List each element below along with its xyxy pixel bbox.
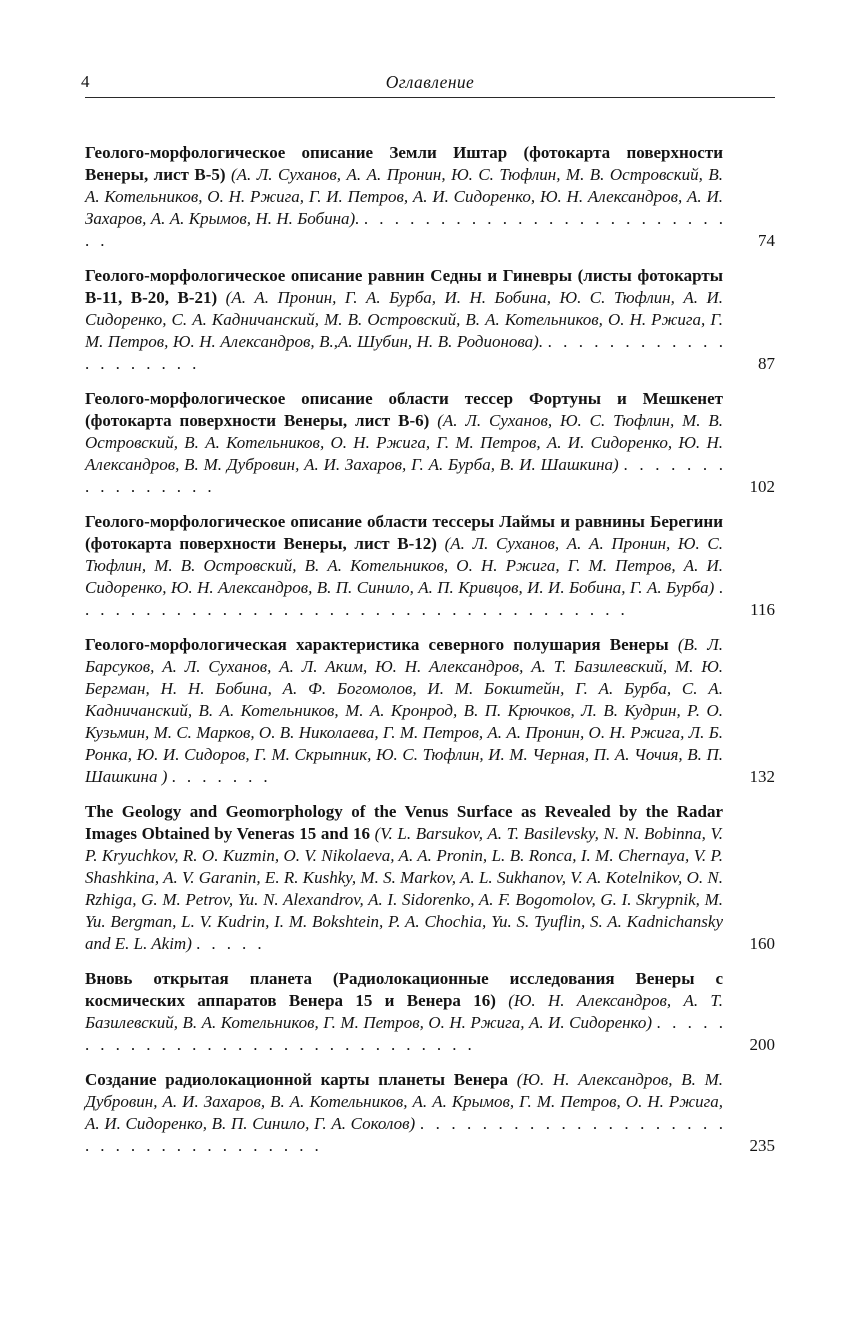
toc-entry-text bbox=[85, 142, 775, 252]
toc-entry bbox=[85, 801, 775, 955]
toc-entry-page-number: 74 bbox=[758, 231, 775, 250]
toc-entry-authors: (А. А. Пронин, Г. А. Бурба, И. Н. Бобина, Ю. С. Тюфлин, А. И. Сидоренко, С. А. Кадничанский, М. В. Островский, В. А. Котельников, О. Н. Ржига, Г. М. Петров, Ю. Н. Александров, В.,А. Шубин, Н. В. Родионова). bbox=[85, 288, 724, 351]
toc-entry-title: Геолого-морфологическая характеристика северного полушария Венеры bbox=[85, 635, 669, 654]
toc-entry-title: Геолого-морфологическое описание равнин Седны и Гиневры (листы фотокарты В-11, В-20, В-21) bbox=[85, 266, 723, 307]
toc-entry-title: Геолого-морфологическое описание области тессер Фортуны и Мешкенет (фотокарта поверхности Венеры, лист В-6) bbox=[85, 389, 723, 430]
toc-entry-authors: (В. Л. Барсуков, А. Л. Суханов, А. Л. Аким, Ю. Н. Александров, А. Т. Базилевский, М. Ю. Бергман, Н. Н. Бобина, А. Ф. Богомолов, И. М. Бокштейн, Г. А. Бурба, С. А. Кадничанский, В. А. Котельников, М. А. Кронрод, В. П. Крючков, Л. В. Кудрин, Р. О. Кузьмин, М. С. Марков, О. В. Николаева, Г. М. Петров, А. А. Пронин, О. Н. Ржига, Л. Б. Ронка, Ю. И. Сидоров, Г. М. Скрыпник, Ю. С. Тюфлин, И. М. Черная, П. А. Чочия, В. П. Шашкина ) bbox=[85, 635, 723, 786]
toc-entries bbox=[85, 142, 775, 1157]
toc-entry-text bbox=[85, 968, 775, 1056]
toc-entry-text bbox=[85, 801, 775, 955]
dot-leader: . . . . . . . . . . . . . . . . . . . . . . . . . . . . . . . . . . . . bbox=[85, 1114, 724, 1155]
toc-entry-text bbox=[85, 511, 775, 621]
dot-leader: . . . . . . . . . . . . . . . . . . . . . . . . . . bbox=[85, 209, 724, 250]
toc-entry-page-number: 200 bbox=[749, 1035, 775, 1054]
toc-entry-title: The Geology and Geomorphology of the Venus Surface as Revealed by the Radar Images Obtained by Veneras 15 and 16 bbox=[85, 802, 723, 843]
toc-entry-page-number: 102 bbox=[749, 477, 775, 496]
toc-entry-title: Создание радиолокационной карты планеты Венера bbox=[85, 1070, 508, 1089]
toc-entry-text bbox=[85, 1069, 775, 1157]
toc-entry bbox=[85, 142, 775, 252]
toc-entry-page-number: 160 bbox=[749, 934, 775, 953]
dot-leader: . . . . . bbox=[196, 934, 262, 953]
toc-entry bbox=[85, 1069, 775, 1157]
toc-entry-page-number: 132 bbox=[749, 767, 775, 786]
toc-entry-page-number: 87 bbox=[758, 354, 775, 373]
dot-leader: . . . . . . . . . . . . . . . . . . . . . . . . . . . . . . . . . . . . . bbox=[85, 578, 724, 619]
toc-entry-page-number: 235 bbox=[749, 1136, 775, 1155]
toc-entry-text bbox=[85, 265, 775, 375]
toc-entry-text bbox=[85, 634, 775, 788]
toc-entry bbox=[85, 265, 775, 375]
toc-entry-authors: (А. Л. Суханов, Ю. С. Тюфлин, М. В. Островский, В. А. Котельников, О. Н. Ржига, Г. М. Петров, А. И. Сидоренко, Ю. Н. Александров, В. М. Дубровин, А. И. Захаров, Г. А. Бурба, В. И. Шашкина) bbox=[85, 411, 724, 474]
toc-entry bbox=[85, 968, 775, 1056]
toc-entry-authors: (А. Л. Суханов, А. А. Пронин, Ю. С. Тюфлин, М. В. Островский, В. А. Котельников, О. Н. Ржига, Г. И. Петров, А. И. Сидоренко, Ю. Н. Александров, А. И. Захаров, А. А. Крымов, Н. Н. Бобина). bbox=[85, 165, 724, 228]
toc-entry-page-number: 116 bbox=[750, 600, 775, 619]
toc-entry bbox=[85, 388, 775, 498]
running-title: Оглавление bbox=[385, 72, 475, 92]
toc-entry-authors: (Ю. Н. Александров, А. Т. Базилевский, В. А. Котельников, Г. М. Петров, О. Н. Ржига, А. И. Сидоренко) bbox=[85, 991, 724, 1032]
dot-leader: . . . . . . . . . . . . . . . . . . . . . . . . . . . . . . . bbox=[85, 1013, 724, 1054]
toc-entry-title: Геолого-морфологическое описание области тессеры Лаймы и равнины Берегини (фотокарта поверхности Венеры, лист В-12) bbox=[85, 512, 723, 553]
toc-entry-authors: (V. L. Barsukov, A. T. Basilevsky, N. N. Bobinna, V. P. Kryuchkov, R. O. Kuzmin, O. V. Nikolaeva, A. A. Pronin, L. B. Ronca, I. M. Chernaya, V. P. Shashkina, A. V. Garanin, E. R. Kushky, M. S. Markov, A. L. Sukhanov, V. A. Kotelnikov, O. N. Rzhiga, G. M. Petrov, Yu. N. Alexandrov, A. I. Sidorenko, A. F. Bogomolov, G. I. Skrypnik, M. Yu. Bergman, L. V. Kudrin, I. M. Bokshtein, P. A. Chochia, Yu. S. Tyuflin, S. A. Kadnichansky and E. L. Akim) bbox=[85, 824, 723, 953]
toc-entry bbox=[85, 511, 775, 621]
toc-entry-title: Геолого-морфологическое описание Земли Иштар (фотокарта поверхности Венеры, лист В-5) bbox=[85, 143, 723, 184]
dot-leader: . . . . . . . . . . . . . . . . bbox=[85, 455, 723, 496]
dot-leader: . . . . . . . . . . . . . . . . . . . . bbox=[85, 332, 723, 373]
toc-entry-authors: (Ю. Н. Александров, В. М. Дубровин, А. И. Захаров, В. А. Котельников, А. А. Крымов, Г. М. Петров, О. Н. Ржига, А. И. Сидоренко, В. П. Синило, Г. А. Соколов) bbox=[85, 1070, 724, 1133]
toc-entry bbox=[85, 634, 775, 788]
toc-entry-text bbox=[85, 388, 775, 498]
dot-leader: . . . . . . . bbox=[171, 767, 268, 786]
toc-entry-authors: (А. Л. Суханов, А. А. Пронин, Ю. С. Тюфлин, М. В. Островский, В. А. Котельников, О. Н. Ржига, Г. М. Петров, А. И. Сидоренко, Ю. Н. Александров, В. П. Синило, А. П. Кривцов, И. И. Бобина, Г. А. Бурба) bbox=[85, 534, 723, 597]
folio-page-number: 4 bbox=[81, 72, 90, 91]
page-header bbox=[81, 68, 775, 98]
toc-entry-title: Вновь открытая планета (Радиолокационные исследования Венеры с космических аппаратов Венера 15 и Венера 16) bbox=[85, 969, 723, 1010]
